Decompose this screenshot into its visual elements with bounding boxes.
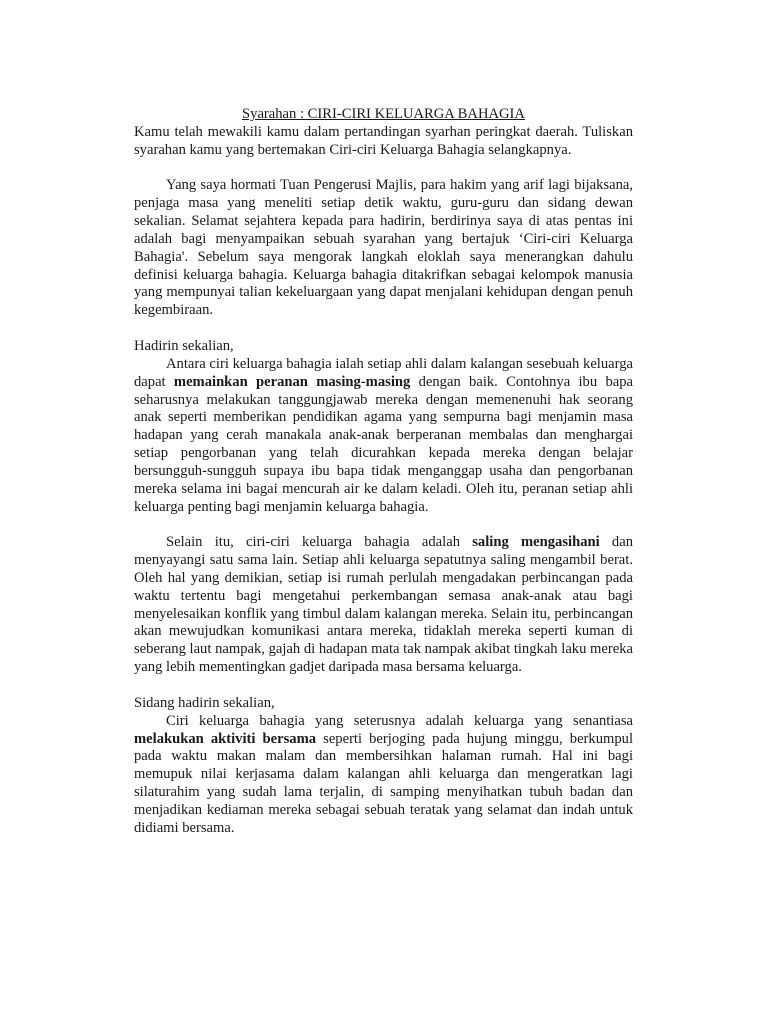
paragraph-gap bbox=[134, 677, 633, 695]
key-point-bold: saling mengasihani bbox=[472, 534, 600, 551]
paragraph-gap bbox=[134, 160, 633, 178]
paragraph-peranan bbox=[134, 356, 633, 517]
document-page bbox=[134, 106, 633, 838]
salutation-sidang: Sidang hadirin sekalian, bbox=[134, 694, 275, 711]
instruction-paragraph: Kamu telah mewakili kamu dalam pertandingan syarhan peringkat daerah. Tuliskan syarahan kamu yang bertemakan Ciri-ciri Keluarga Bahagia selangkapnya. bbox=[134, 123, 633, 158]
paragraph-gap bbox=[134, 516, 633, 534]
paragraph-text: dengan baik. Contohnya ibu bapa seharusnya melakukan tanggungjawab mereka dengan memenenuhi hak seorang anak seperti memberikan pendidikan agama yang sempurna bagi menjamin masa hadapan yang cerah manakala anak-anak berperanan membalas dan menghargai setiap pengorbanan yang telah dicurahkan kepada mereka dengan belajar bersungguh-sungguh supaya ibu bapa tidak menganggap usaha dan pengorbanan mereka selama ini bagai mencurah air ke dalam keladi. Oleh itu, peranan setiap ahli keluarga penting bagi menjamin keluarga bahagia. bbox=[134, 373, 634, 515]
paragraph-text: seperti berjoging pada hujung minggu, berkumpul pada waktu makan malam dan membersihkan halaman rumah. Hal ini bagi memupuk nilai kerjasama dalam kalangan ahli keluarga dan mengeratkan lagi silaturahim yang sudah lama terjalin, di samping menyihatkan tubuh badan dan menjadikan kediaman mereka sebagai sebuah teratak yang selamat dan indah untuk didiami bersama. bbox=[134, 730, 634, 836]
paragraph-mengasihani bbox=[134, 534, 633, 677]
paragraph-aktiviti bbox=[134, 713, 633, 838]
paragraph-text: Selain itu, ciri-ciri keluarga bahagia adalah bbox=[166, 534, 473, 551]
paragraph-gap bbox=[134, 320, 633, 338]
intro-paragraph: Yang saya hormati Tuan Pengerusi Majlis, para hakim yang arif lagi bijaksana, penjaga masa yang meneliti setiap detik waktu, guru-guru dan sidang dewan sekalian. Selamat sejahtera kepada para hadirin, berdirinya saya di atas pentas ini adalah bagi menyampaikan sebuah syarahan yang bertajuk ‘Ciri-ciri Keluarga Bahagia'. Sebelum saya mengorak langkah eloklah saya menerangkan dahulu definisi keluarga bahagia. Keluarga bahagia ditakrifkan sebagai kelompok manusia yang mempunyai talian kekeluargaan yang dapat menjalani kehidupan dengan penuh kegembiraan. bbox=[134, 177, 633, 319]
paragraph-text: Antara ciri keluarga bahagia ialah setiap ahli dalam kalangan sesebuah keluarga dapat bbox=[134, 355, 633, 390]
key-point-bold: melakukan aktiviti bersama bbox=[134, 730, 317, 747]
document-title: Syarahan : CIRI-CIRI KELUARGA BAHAGIA bbox=[242, 106, 525, 122]
key-point-bold: memainkan peranan masing-masing bbox=[173, 373, 411, 390]
paragraph-text: dan menyayangi satu sama lain. Setiap ahli keluarga sepatutnya saling mengambil berat. Oleh hal yang demikian, setiap isi rumah perlulah mengadakan perbincangan pada waktu tertentu bagi mengetahui perkembangan semasa anak-anak atau bagi menyelesaikan konflik yang timbul dalam kalangan mereka. Selain itu, perbincangan akan mewujudkan komunikasi antara mereka, tidaklah mereka seperti kuman di seberang laut nampak, gajah di hadapan mata tak nampak akibat tingkah laku mereka yang lebih mementingkan gadjet daripada masa bersama keluarga. bbox=[134, 534, 633, 676]
salutation-hadirin: Hadirin sekalian, bbox=[134, 337, 234, 354]
paragraph-text: Ciri keluarga bahagia yang seterusnya adalah keluarga yang senantiasa bbox=[166, 712, 633, 729]
